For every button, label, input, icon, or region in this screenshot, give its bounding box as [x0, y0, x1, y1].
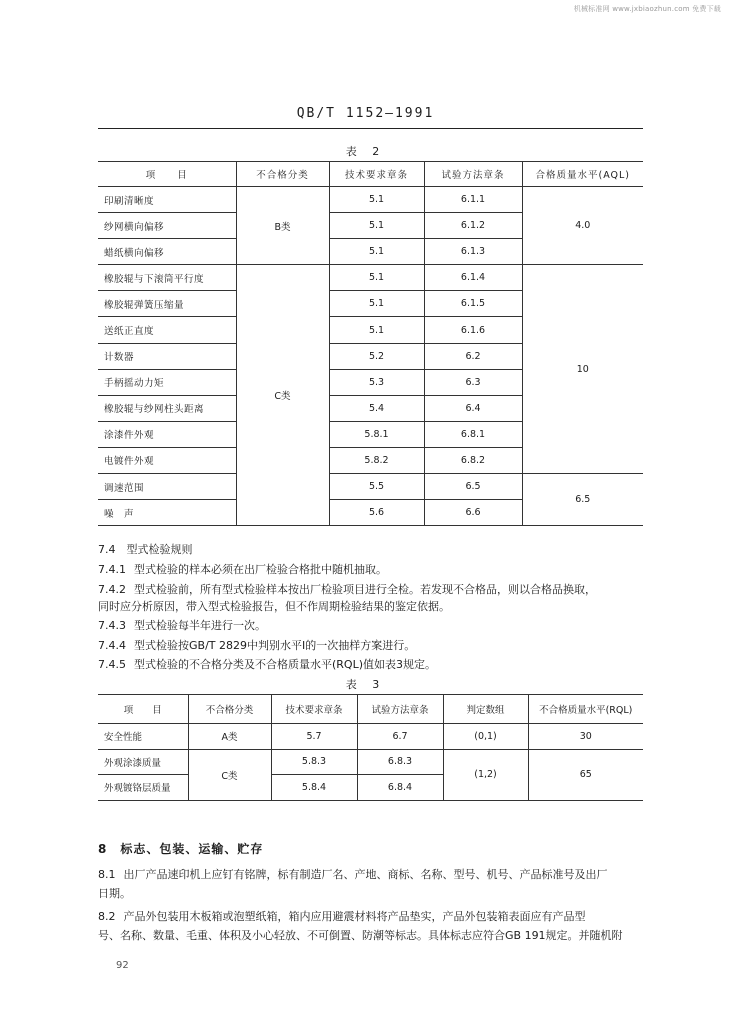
clause-cell: 5.5 — [329, 474, 424, 500]
clause-cell: 5.4 — [329, 395, 424, 421]
item-cell: 手柄摇动力矩 — [98, 369, 236, 395]
item-cell: 橡胶辊与下滚筒平行度 — [98, 265, 236, 291]
aql-cell: 6.5 — [522, 474, 643, 526]
clause-cell: 5.1 — [329, 317, 424, 343]
clause-7-4-3 — [98, 618, 643, 633]
method-cell: 6.6 — [424, 500, 522, 526]
method-cell: 6.1.3 — [424, 239, 522, 265]
table-row — [98, 265, 643, 291]
clause-number: 7.4.2 — [98, 583, 126, 596]
col-header: 不合格质量水平(RQL) — [528, 695, 643, 724]
item-cell: 橡胶辊与纱网柱头距离 — [98, 395, 236, 421]
clause-text: 出厂产品速印机上应钉有铭牌，标有制造厂名、产地、商标、名称、型号、机号、产品标准号及出厂 — [123, 868, 608, 881]
table-row — [98, 187, 643, 213]
method-cell: 6.1.5 — [424, 291, 522, 317]
item-cell: 外观涂漆质量 — [98, 749, 188, 775]
clause-number: 7.4.3 — [98, 619, 126, 632]
clause-cell: 5.1 — [329, 265, 424, 291]
table-2 — [98, 161, 643, 526]
clause-8-2-cont: 号、名称、数量、毛重、体积及小心轻放、不可倒置、防潮等标志。具体标志应符合GB 191规定。并随机附 — [98, 929, 623, 942]
table2-caption: 表 2 — [345, 145, 386, 158]
clause-text: 型式检验前，所有型式检验样本按出厂检验项目进行全检。若发现不合格品，则以合格品换取， — [134, 583, 596, 596]
item-cell: 噪 声 — [98, 500, 236, 526]
clause-7-4-1 — [98, 562, 643, 577]
rql-cell: 30 — [528, 724, 643, 750]
clause-number: 8.2 — [98, 910, 116, 923]
clause-cell: 5.2 — [329, 343, 424, 369]
item-cell: 计数器 — [98, 343, 236, 369]
clause-cell: 5.1 — [329, 239, 424, 265]
clause-cell: 5.1 — [329, 213, 424, 239]
clause-7-4-2 — [98, 582, 643, 597]
col-header: 不合格分类 — [236, 162, 329, 187]
clause-text: 型式检验的不合格分类及不合格质量水平(RQL)值如表3规定。 — [134, 658, 437, 671]
watermark: 机械标准网 www.jxbiaozhun.com 免费下载 — [573, 5, 721, 13]
col-header: 不合格分类 — [188, 695, 271, 724]
method-cell: 6.7 — [357, 724, 443, 750]
page-number: 92 — [116, 960, 129, 971]
col-header: 试验方法章条 — [357, 695, 443, 724]
method-cell: 6.5 — [424, 474, 522, 500]
clause-8-1 — [98, 867, 643, 882]
clause-cell: 5.3 — [329, 369, 424, 395]
clause-cell: 5.8.3 — [271, 749, 357, 775]
class-cell: C类 — [188, 749, 271, 800]
judge-cell: (0,1) — [443, 724, 528, 750]
clause-cell: 5.6 — [329, 500, 424, 526]
method-cell: 6.1.6 — [424, 317, 522, 343]
col-header: 技术要求章条 — [271, 695, 357, 724]
clause-cell: 5.8.4 — [271, 775, 357, 801]
clause-8-2 — [98, 909, 643, 924]
clause-cell: 5.1 — [329, 291, 424, 317]
clause-7-4-2-cont: 同时应分析原因，带入型式检验报告，但不作周期检验结果的鉴定依据。 — [98, 600, 450, 613]
item-cell: 电镀件外观 — [98, 447, 236, 473]
class-b-cell: B类 — [236, 187, 329, 265]
section-7-4-title: 7.4 型式检验规则 — [98, 543, 193, 556]
method-cell: 6.1.2 — [424, 213, 522, 239]
col-header: 项 目 — [98, 162, 236, 187]
standard-code: QB/T 1152—1991 — [296, 106, 435, 121]
clause-text: 型式检验的样本必须在出厂检验合格批中随机抽取。 — [134, 563, 387, 576]
item-cell: 印刷清晰度 — [98, 187, 236, 213]
col-header: 项 目 — [98, 695, 188, 724]
item-cell: 调速范围 — [98, 474, 236, 500]
table-row — [98, 474, 643, 500]
method-cell: 6.1.1 — [424, 187, 522, 213]
clause-text: 型式检验按GB/T 2829中判别水平Ⅰ的一次抽样方案进行。 — [134, 639, 416, 652]
item-cell: 橡胶辊弹簧压缩量 — [98, 291, 236, 317]
clause-8-1-cont: 日期。 — [98, 887, 131, 900]
clause-text: 型式检验每半年进行一次。 — [134, 619, 266, 632]
method-cell: 6.2 — [424, 343, 522, 369]
header-rule — [98, 128, 643, 129]
clause-text: 产品外包装用木板箱或泡塑纸箱，箱内应用避震材料将产品垫实，产品外包装箱表面应有产品型 — [123, 910, 586, 923]
method-cell: 6.1.4 — [424, 265, 522, 291]
method-cell: 6.8.4 — [357, 775, 443, 801]
item-cell: 蜡纸横向偏移 — [98, 239, 236, 265]
method-cell: 6.8.2 — [424, 447, 522, 473]
clause-number: 7.4.1 — [98, 563, 126, 576]
section-8-title: 8 标志、包装、运输、贮存 — [98, 842, 264, 856]
clause-number: 7.4.5 — [98, 658, 126, 671]
aql-cell: 4.0 — [522, 187, 643, 265]
item-cell: 送纸正直度 — [98, 317, 236, 343]
table-header — [98, 162, 643, 187]
table-header — [98, 695, 643, 724]
clause-7-4-5 — [98, 657, 643, 672]
col-header: 判定数组 — [443, 695, 528, 724]
item-cell: 涂漆件外观 — [98, 421, 236, 447]
method-cell: 6.4 — [424, 395, 522, 421]
class-cell: A类 — [188, 724, 271, 750]
col-header: 合格质量水平(AQL) — [522, 162, 643, 187]
clause-number: 8.1 — [98, 868, 116, 881]
clause-cell: 5.7 — [271, 724, 357, 750]
item-cell: 纱网横向偏移 — [98, 213, 236, 239]
clause-number: 7.4.4 — [98, 639, 126, 652]
table3-caption: 表 3 — [345, 678, 386, 691]
class-c-cell: C类 — [236, 265, 329, 526]
clause-cell: 5.8.1 — [329, 421, 424, 447]
table-3 — [98, 694, 643, 801]
method-cell: 6.8.3 — [357, 749, 443, 775]
table-row — [98, 724, 643, 750]
table-row — [98, 749, 643, 775]
method-cell: 6.8.1 — [424, 421, 522, 447]
item-cell: 外观镀铬层质量 — [98, 775, 188, 801]
method-cell: 6.3 — [424, 369, 522, 395]
rql-cell: 65 — [528, 749, 643, 800]
clause-cell: 5.1 — [329, 187, 424, 213]
clause-cell: 5.8.2 — [329, 447, 424, 473]
col-header: 试验方法章条 — [424, 162, 522, 187]
judge-cell: (1,2) — [443, 749, 528, 800]
aql-cell: 10 — [522, 265, 643, 474]
col-header: 技术要求章条 — [329, 162, 424, 187]
item-cell: 安全性能 — [98, 724, 188, 750]
clause-7-4-4 — [98, 638, 643, 653]
